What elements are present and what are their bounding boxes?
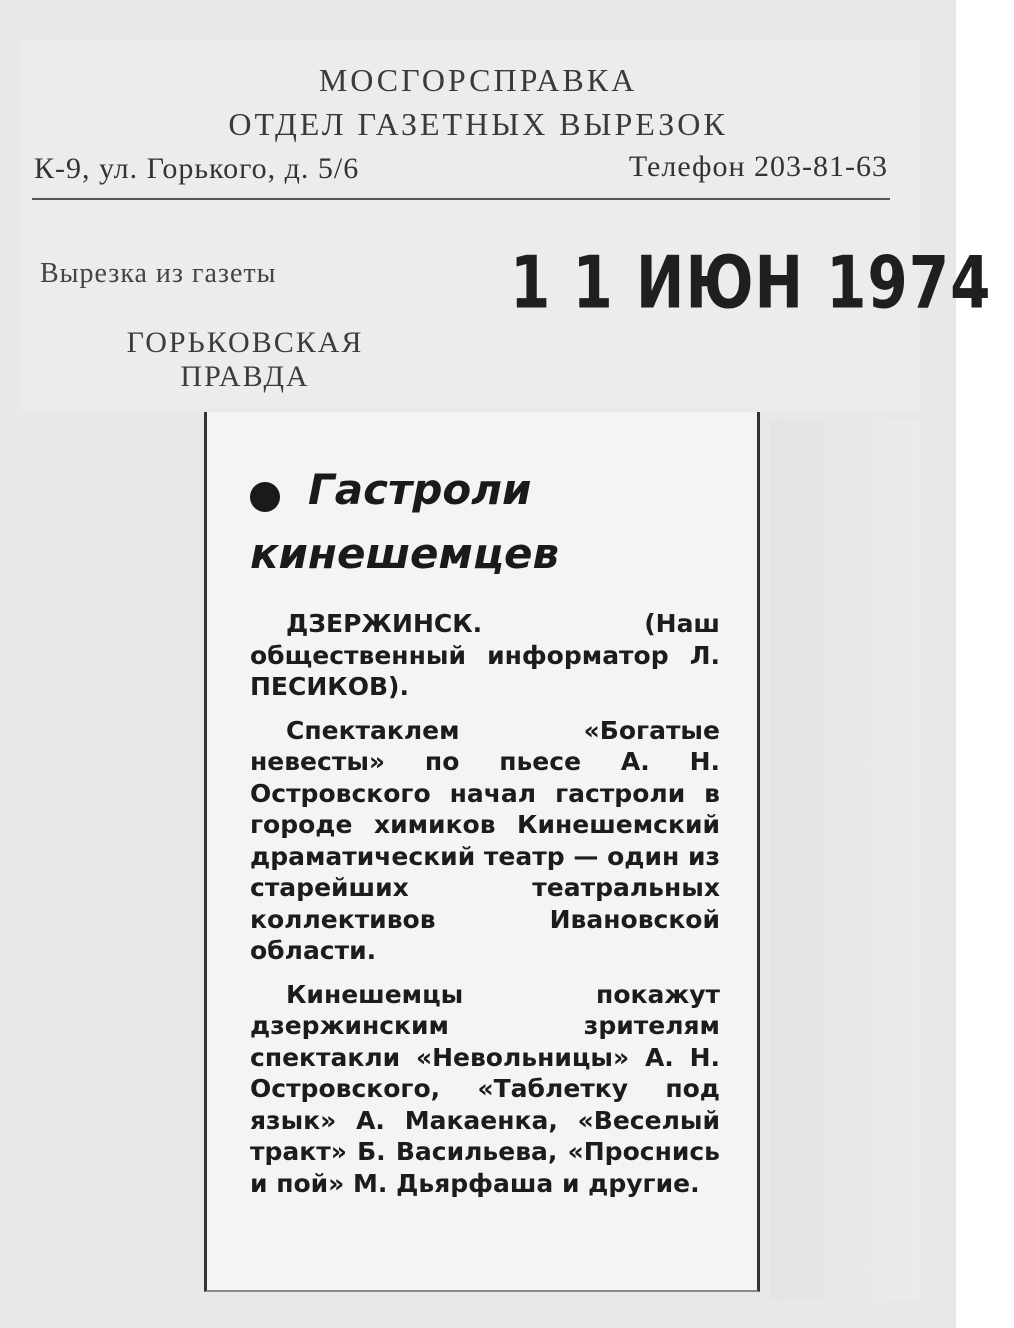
- article-paragraph-1: ДЗЕРЖИНСК. (Наш общественный информатор Л. ПЕСИКОВ).: [250, 609, 720, 701]
- stamp-year: 1974: [826, 240, 992, 325]
- address: К-9, ул. Горького, д. 5/6: [34, 152, 360, 185]
- article-paragraph-3: Кинешемцы покажут дзержинским зрителям спектакли «Невольницы» А. Н. Островского, «Таблетку под язык» А. Макаенка, «Веселый тракт» Б. Васильева, «Проснись и пой» М. Дьярфаша и другие.: [250, 979, 720, 1198]
- org-name: МОСГОРСПРАВКА: [318, 62, 638, 98]
- headline-line-1: Гастроли: [308, 465, 532, 514]
- bleed-through-area: [770, 420, 920, 1300]
- clipping-source-label: Вырезка из газеты: [40, 258, 277, 289]
- article-paragraph-2: Спектаклем «Богатые невесты» по пьесе А. Н. Островского начал гастроли в городе химиков Кинешемский драматический театр — один из старейших театральных коллективов Ивановской области.: [250, 715, 720, 965]
- stamp-day: 1 1: [510, 240, 614, 325]
- date-stamp: [510, 240, 992, 370]
- headline-line-2: кинешемцев: [250, 529, 560, 578]
- header-divider: [32, 198, 890, 200]
- article-headline: [250, 458, 730, 586]
- newspaper-name: ГОРЬКОВСКАЯ ПРАВДА: [126, 326, 364, 393]
- phone-number: Телефон 203-81-63: [628, 150, 888, 183]
- department-name: ОТДЕЛ ГАЗЕТНЫХ ВЫРЕЗОК: [228, 106, 728, 142]
- stamp-month: ИЮН: [635, 240, 805, 325]
- article-body: [250, 608, 720, 1199]
